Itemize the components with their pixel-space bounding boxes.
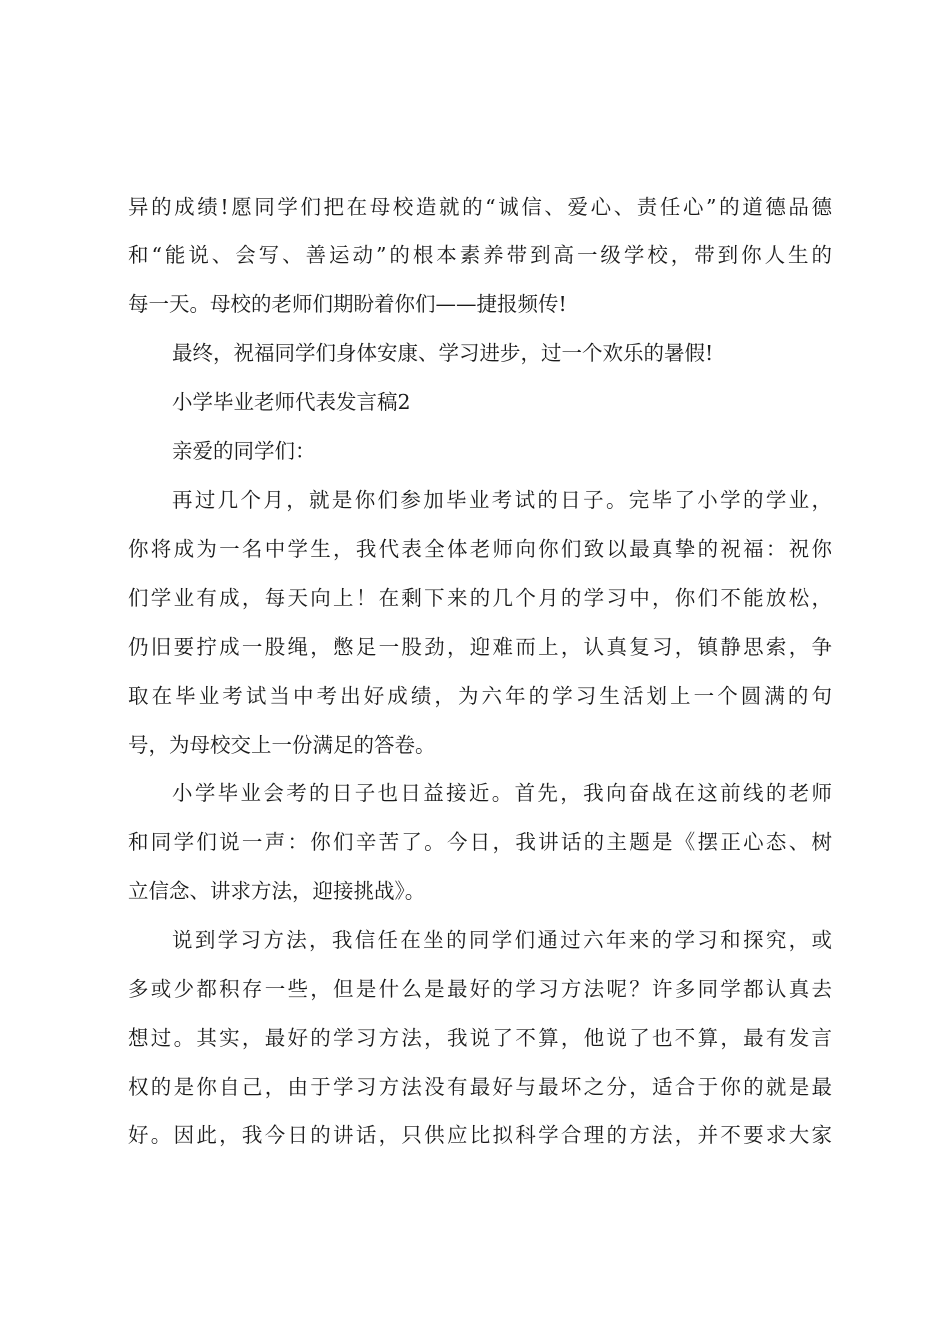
text-line-12: 号，为母校交上一份满足的答卷。 [128, 733, 436, 757]
salutation: 亲爱的同学们： [172, 439, 316, 463]
text-line-4: 最终，祝福同学们身体安康、学习进步，过一个欢乐的暑假! [172, 341, 714, 365]
text-line-18: 想过。其实，最好的学习方法，我说了不算，他说了也不算，最有发言 [128, 1026, 832, 1050]
text-line-13: 小学毕业会考的日子也日益接近。首先，我向奋战在这前线的老师 [172, 781, 832, 805]
text-line-1: 异的成绩!愿同学们把在母校造就的“诚信、爱心、责任心”的道德品德 [128, 195, 832, 219]
text-line-2: 和“能说、会写、善运动”的根本素养带到高一级学校，带到你人生的 [128, 243, 832, 267]
text-line-10: 仍旧要拧成一股绳，憋足一股劲，迎难而上，认真复习，镇静思索，争 [128, 635, 832, 659]
section-heading: 小学毕业老师代表发言稿2 [172, 390, 411, 414]
text-line-17: 多或少都积存一些，但是什么是最好的学习方法呢？许多同学都认真去 [128, 977, 832, 1001]
text-line-20: 好。因此，我今日的讲话，只供应比拟科学合理的方法，并不要求大家 [128, 1123, 832, 1147]
text-line-11: 取在毕业考试当中考出好成绩，为六年的学习生活划上一个圆满的句 [128, 684, 832, 708]
text-line-15: 立信念、讲求方法，迎接挑战》。 [128, 879, 426, 903]
text-line-9: 们学业有成，每天向上！在剩下来的几个月的学习中，你们不能放松， [128, 586, 832, 610]
text-line-14: 和同学们说一声：你们辛苦了。今日，我讲话的主题是《摆正心态、树 [128, 830, 832, 854]
text-line-8: 你将成为一名中学生，我代表全体老师向你们致以最真挚的祝福：祝你 [128, 537, 832, 561]
text-line-16: 说到学习方法，我信任在坐的同学们通过六年来的学习和探究，或 [172, 928, 832, 952]
text-line-3: 每一天。母校的老师们期盼着你们——捷报频传! [128, 292, 567, 316]
text-line-19: 权的是你自己，由于学习方法没有最好与最坏之分，适合于你的就是最 [128, 1075, 832, 1099]
text-line-7: 再过几个月，就是你们参加毕业考试的日子。完毕了小学的学业， [172, 488, 832, 512]
